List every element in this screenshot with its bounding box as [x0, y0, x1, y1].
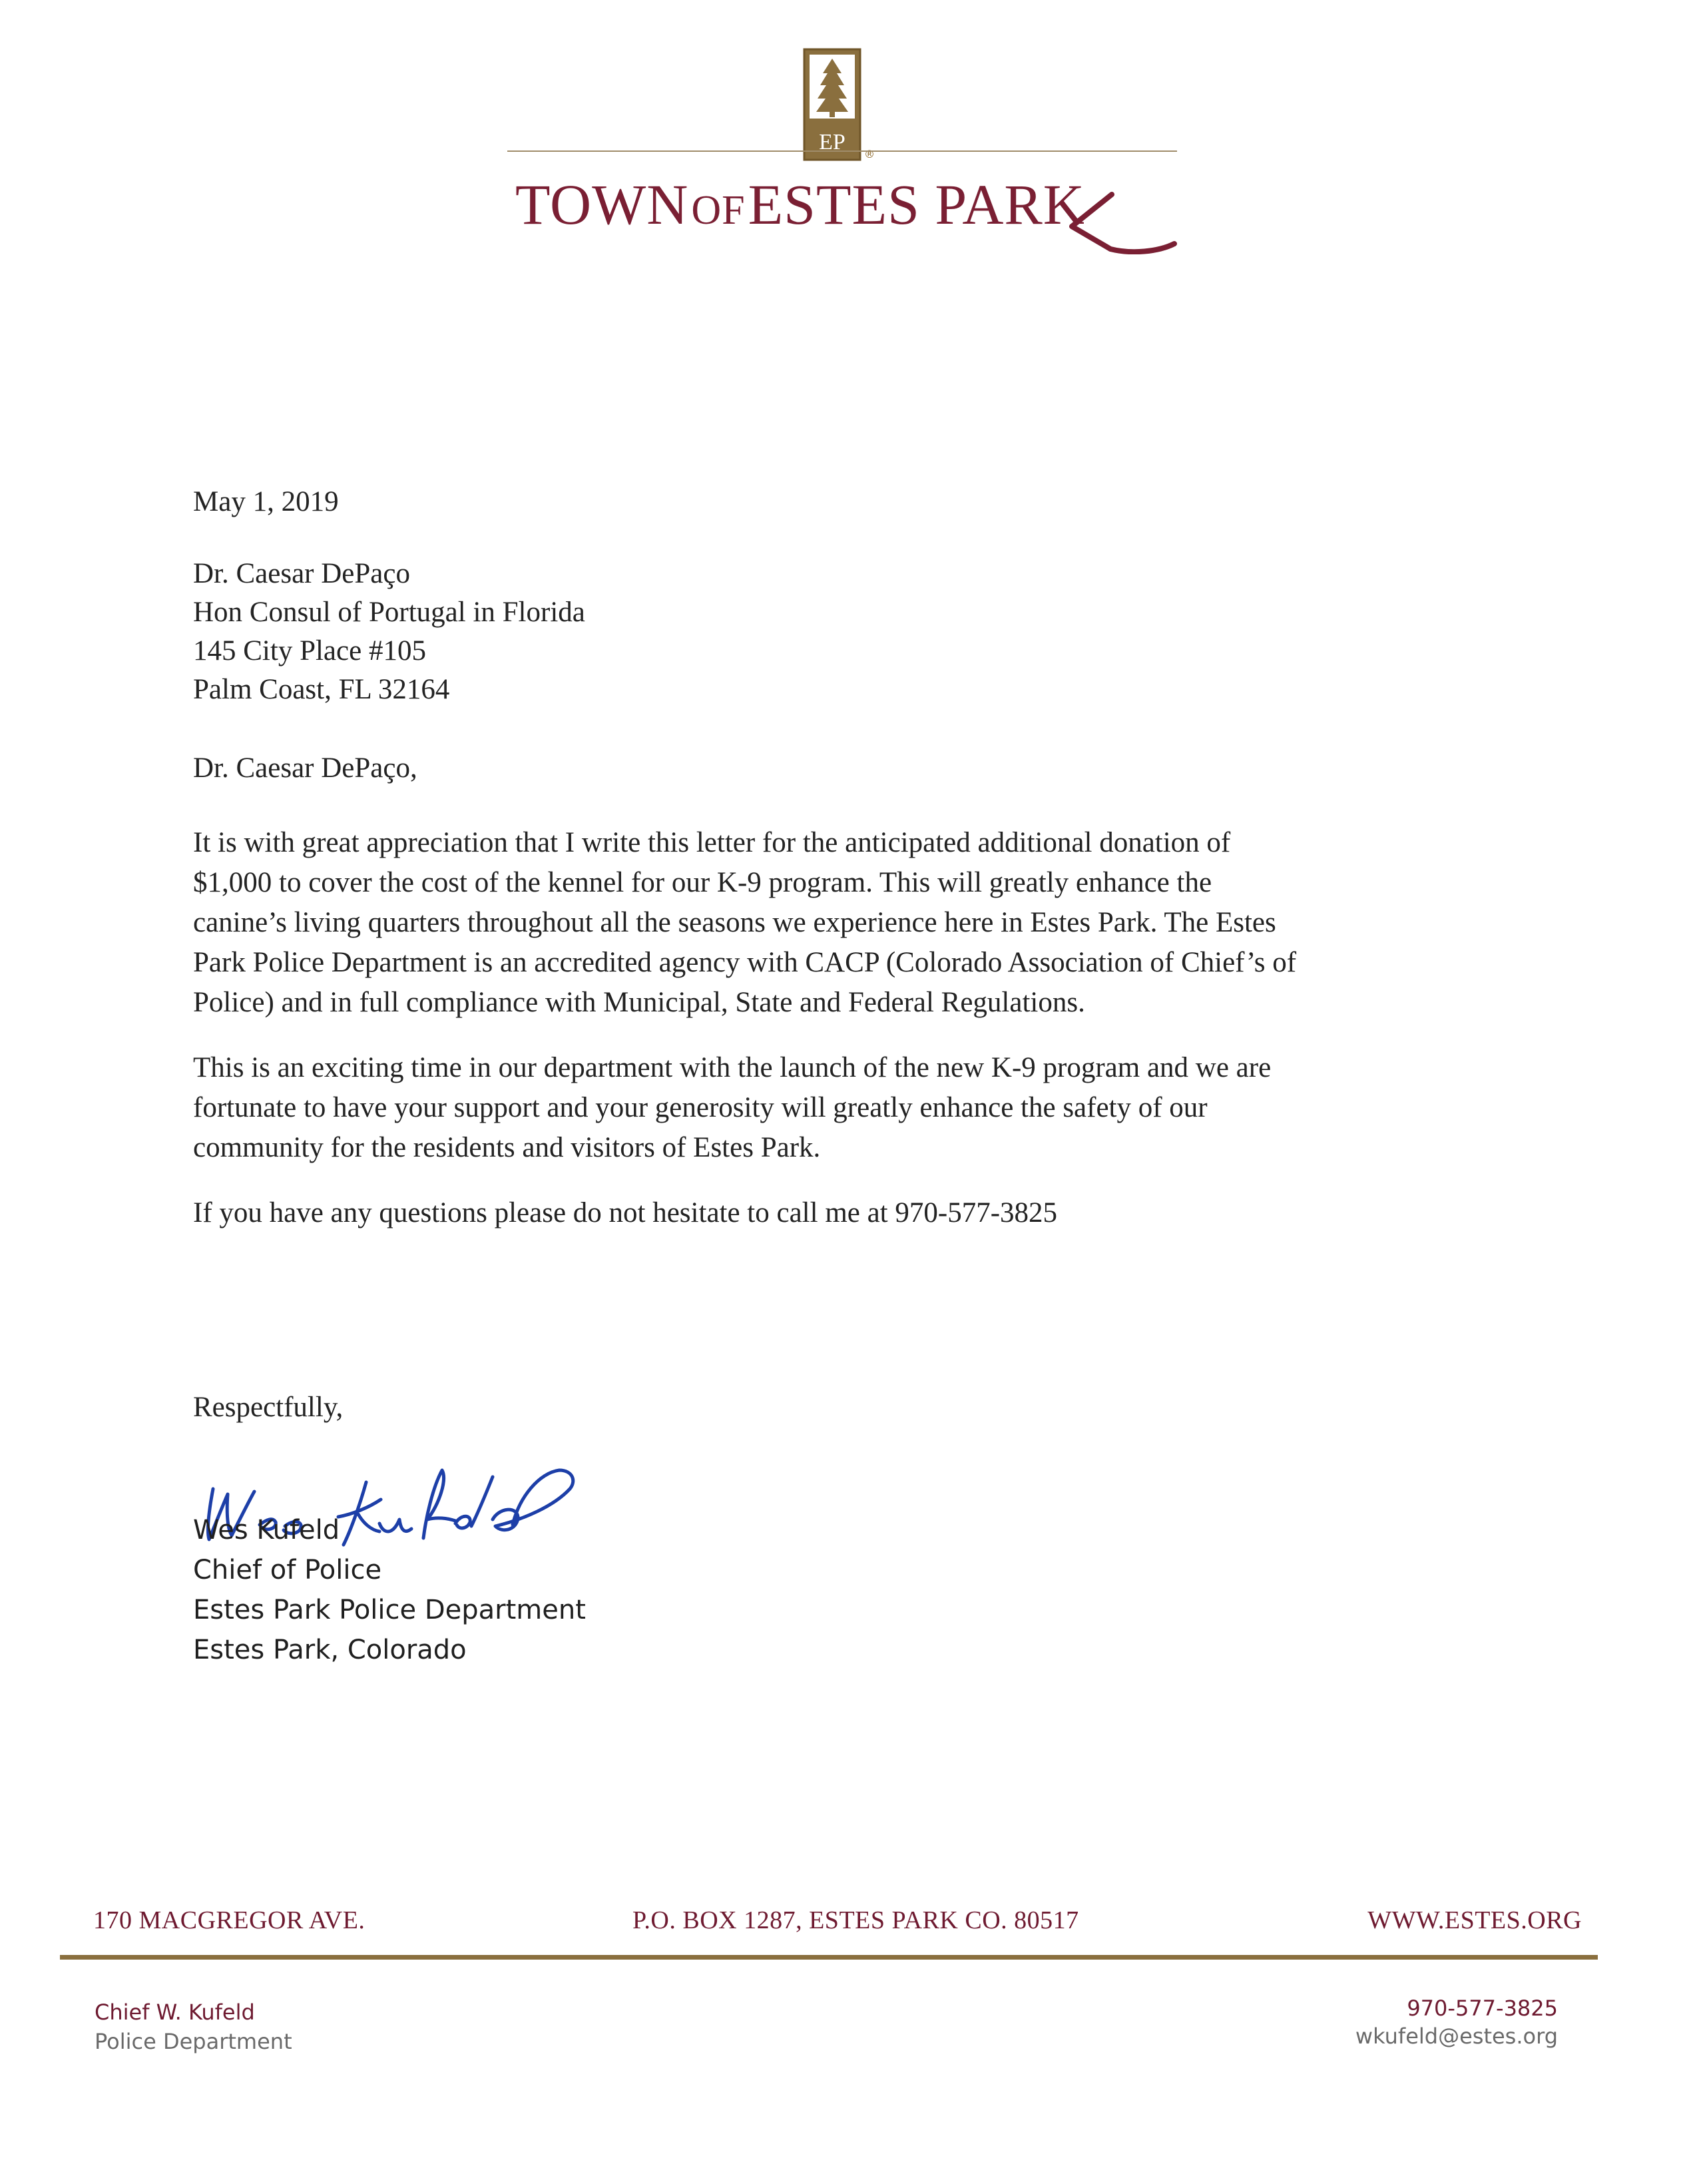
paragraph-3: If you have any questions please do not hesitate to call me at 970-577-3825 — [193, 1197, 1058, 1228]
signatory-department: Estes Park Police Department — [193, 1595, 586, 1625]
footer-po-box: P.O. BOX 1287, ESTES PARK CO. 80517 — [632, 1906, 1079, 1934]
footer-contact-phone: 970-577-3825 — [1407, 1996, 1558, 2021]
svg-text:EP: EP — [819, 130, 846, 154]
registered-mark: ® — [864, 148, 875, 160]
footer-contact-name: Chief W. Kufeld — [95, 2000, 255, 2025]
paragraph-2-line: community for the residents and visitors of Estes Park. — [193, 1132, 821, 1163]
footer-contact-email[interactable]: wkufeld@estes.org — [1355, 2024, 1558, 2049]
signatory-location: Estes Park, Colorado — [193, 1635, 467, 1665]
footer-street-address: 170 MACGREGOR AVE. — [93, 1906, 365, 1934]
recipient-line: 145 City Place #105 — [193, 635, 426, 667]
footer-contact-department: Police Department — [95, 2029, 292, 2054]
recipient-line: Hon Consul of Portugal in Florida — [193, 597, 585, 628]
recipient-line: Palm Coast, FL 32164 — [193, 674, 450, 705]
closing: Respectfully, — [193, 1392, 344, 1423]
town-name-part-3: ESTES PARK — [748, 172, 1085, 236]
paragraph-1-line: It is with great appreciation that I write this letter for the anticipated additional donation of — [193, 827, 1231, 858]
signatory-name: Wes Kufeld — [193, 1515, 340, 1545]
recipient-line: Dr. Caesar DePaço — [193, 558, 410, 589]
town-name-part-1: TOWN — [515, 172, 689, 236]
header-divider — [507, 150, 1177, 152]
paragraph-1-line: canine’s living quarters throughout all the seasons we experience here in Estes Park. The Estes — [193, 907, 1276, 938]
swoosh-icon — [1032, 188, 1178, 254]
paragraph-1-line: Police) and in full compliance with Municipal, State and Federal Regulations. — [193, 987, 1085, 1018]
footer-website-link[interactable]: WWW.ESTES.ORG — [1367, 1906, 1582, 1934]
ep-monogram — [803, 123, 861, 161]
letter-date: May 1, 2019 — [193, 486, 339, 517]
town-name-part-2: OF — [691, 188, 746, 233]
footer-divider — [60, 1955, 1598, 1960]
paragraph-1-line: $1,000 to cover the cost of the kennel for our K-9 program. This will greatly enhance the — [193, 867, 1212, 898]
paragraph-2-line: This is an exciting time in our department with the launch of the new K-9 program and we are — [193, 1052, 1272, 1083]
signatory-title: Chief of Police — [193, 1555, 382, 1585]
paragraph-2-line: fortunate to have your support and your generosity will greatly enhance the safety of our — [193, 1092, 1208, 1123]
paragraph-1-line: Park Police Department is an accredited agency with CACP (Colorado Association of Chief’s of — [193, 947, 1297, 978]
town-name — [515, 172, 1085, 249]
salutation: Dr. Caesar DePaço, — [193, 752, 417, 784]
